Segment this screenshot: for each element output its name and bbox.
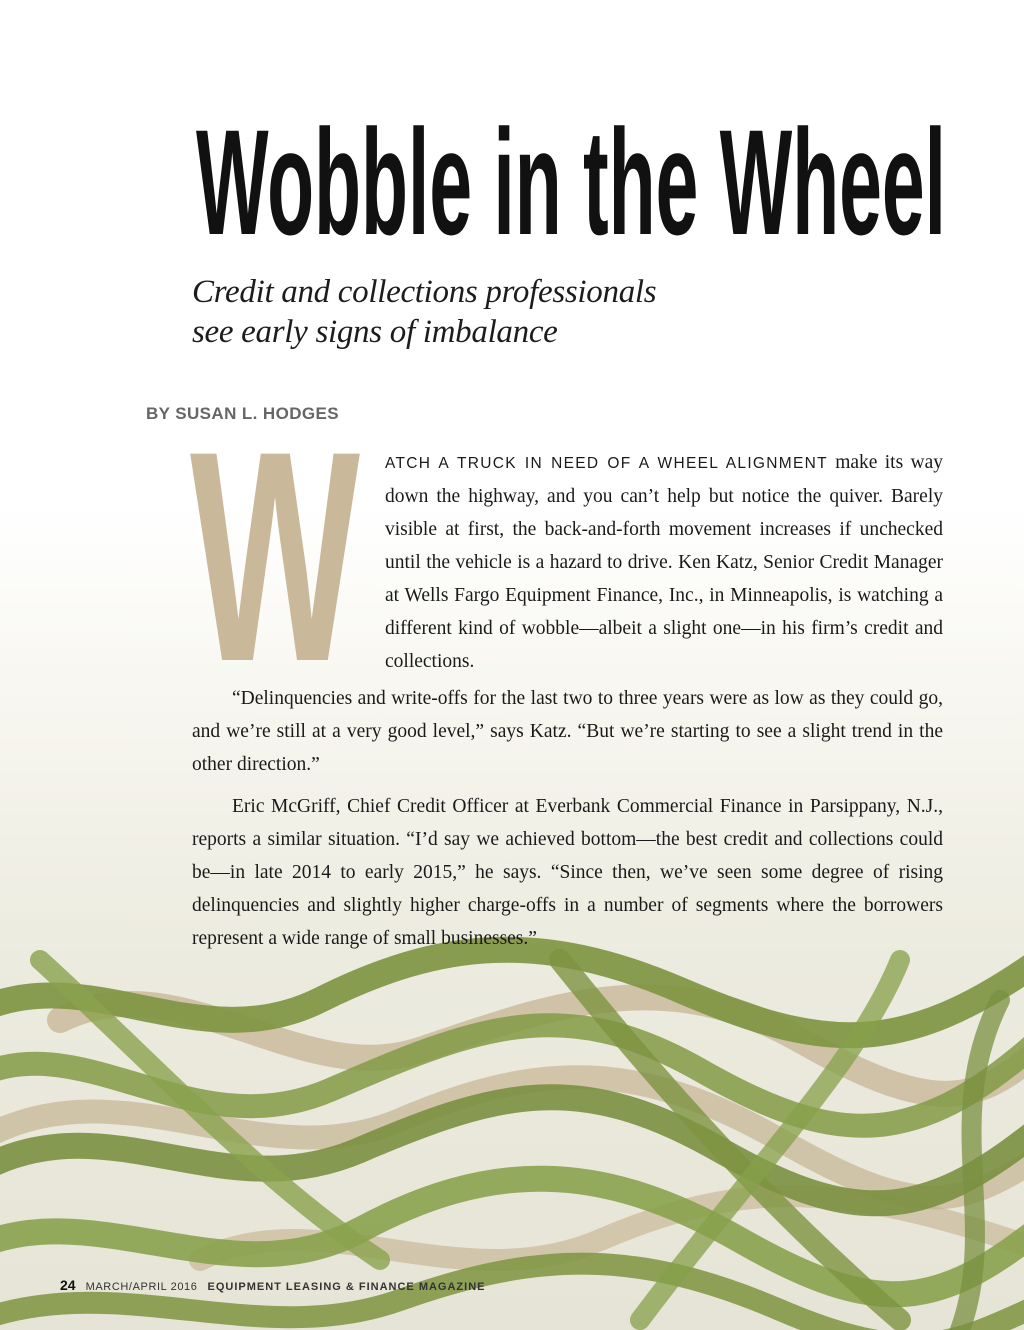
- article-title-graphic: [196, 104, 956, 254]
- byline: BY SUSAN L. HODGES: [146, 404, 339, 423]
- lead-paragraph: [385, 446, 943, 678]
- magazine-name: EQUIPMENT LEASING & FINANCE MAGAZINE: [207, 1281, 486, 1293]
- article-title: [196, 104, 956, 254]
- article-subtitle: [192, 272, 892, 352]
- lead-smallcaps: ATCH A TRUCK IN NEED OF A WHEEL ALIGNMENT: [385, 455, 828, 472]
- page-number: 24: [60, 1277, 76, 1293]
- body-paragraph-3: Eric McGriff, Chief Credit Officer at Everbank Commercial Finance in Parsippany, N.J., reports a similar situation. “I’d say we achieved bottom—the best credit and collections could be—in late 2014 to early 2015,” he says. “Since then, we’ve seen some degree of rising delinquencies and slightly higher charge-offs in a number of segments where the borrowers represent a wide range of small businesses.”: [192, 796, 943, 949]
- issue-date: MARCH/APRIL 2016: [85, 1281, 198, 1293]
- svg-text:Wobble in the Wheel: Wobble in the Wheel: [196, 104, 946, 254]
- subtitle-line-1: Credit and collections professionals: [192, 274, 657, 310]
- subtitle-line-2: see early signs of imbalance: [192, 314, 558, 350]
- drop-cap-letter: W: [190, 432, 362, 672]
- drop-cap: [190, 432, 380, 672]
- lead-text: make its way down the highway, and you can’t help but notice the quiver. Barely visible at first, the back-and-forth movement increases if unchecked until the vehicle is a hazard to drive. Ken Katz, Senior Credit Manager at Wells Fargo Equipment Finance, Inc., in Minneapolis, is watching a different kind of wobble—albeit a slight one—in his firm’s credit and collections.: [385, 452, 943, 672]
- body-paragraph-2: “Delinquencies and write-offs for the last two to three years were as low as they could go, and we’re still at a very good level,” says Katz. “But we’re starting to see a slight trend in the other direction.”: [192, 688, 943, 775]
- page-footer: [60, 1277, 486, 1293]
